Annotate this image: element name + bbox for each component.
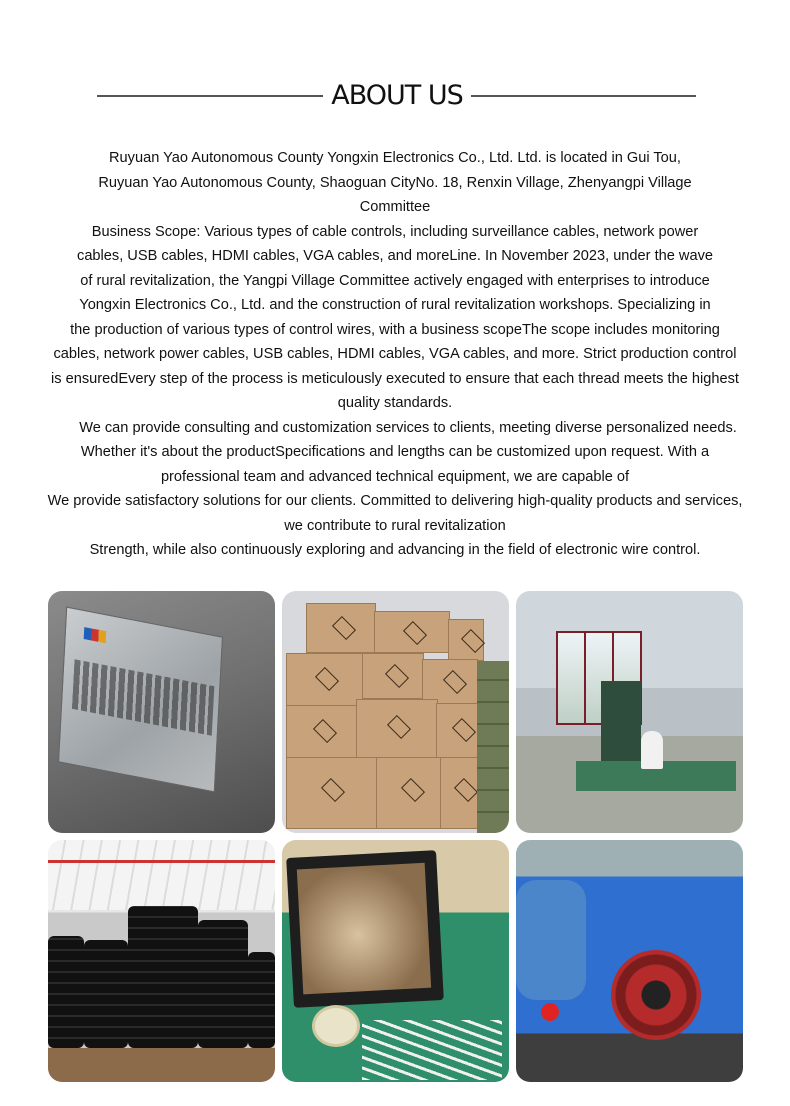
monitor-screen-image [297, 863, 431, 995]
description-line: Whether it's about the productSpecifications and lengths can be customized upon request. With a [80, 444, 710, 460]
heading-divider-right [471, 95, 696, 97]
description-line: We provide satisfactory solutions for our clients. Committed to delivering high-quality products and services, [47, 493, 743, 509]
spool-image [48, 936, 84, 1048]
description-line: cables, USB cables, HDMI cables, VGA cables, and moreLine. In November 2023, under the wave [77, 248, 713, 264]
spool-image [248, 952, 275, 1048]
photo-production-floor [516, 591, 743, 833]
red-knob-image [541, 1003, 559, 1021]
window-image [556, 631, 586, 725]
description-line: Ruyuan Yao Autonomous County Yongxin Electronics Co., Ltd. Ltd. is located in Gui Tou, [109, 150, 681, 166]
reel-image [611, 950, 701, 1040]
photo-cardboard-boxes [282, 591, 509, 833]
about-heading [0, 76, 790, 116]
description-line: Strength, while also continuously exploring and advancing in the field of electronic wire control. [89, 542, 701, 558]
description-line: professional team and advanced technical equipment, we are capable of [160, 468, 630, 485]
photo-inspection-monitor [282, 840, 509, 1082]
description-line: Committee [359, 199, 431, 215]
operator-arm-image [516, 880, 586, 1000]
description-line: of rural revitalization, the Yangpi Village Committee actively engaged with enterprises to introduce [80, 272, 710, 289]
box-image [440, 757, 480, 829]
description-line: is ensuredEvery step of the process is meticulously executed to ensure that each thread meets the highest [51, 370, 739, 387]
company-description [30, 146, 760, 563]
spool-image [128, 906, 198, 1048]
box-image [286, 653, 364, 707]
photo-winding-machine [516, 840, 743, 1082]
description-line: quality standards. [337, 395, 453, 411]
box-image [374, 611, 450, 653]
plaque-image [58, 607, 223, 793]
box-image [286, 705, 358, 759]
shelf-image [477, 661, 509, 833]
monitor-image [286, 850, 444, 1008]
photo-workshop-plaque [48, 591, 275, 833]
cables-image [362, 1020, 502, 1080]
pipe-image [48, 860, 275, 863]
box-image [376, 757, 442, 829]
plaque-logo [84, 627, 107, 643]
plaque-engraving [72, 659, 214, 736]
heading-divider-left [97, 95, 323, 97]
box-image [286, 757, 378, 829]
description-line: we contribute to rural revitalization [284, 517, 506, 534]
description-line: Business Scope: Various types of cable controls, including surveillance cables, network power [91, 223, 699, 240]
description-line: Yongxin Electronics Co., Ltd. and the construction of rural revitalization workshops. Specializing in [79, 297, 711, 313]
box-image [362, 653, 424, 699]
pallet-image [48, 1048, 275, 1082]
description-line: Ruyuan Yao Autonomous County, Shaoguan CityNo. 18, Renxin Village, Zhenyangpi Village [98, 174, 692, 191]
box-image [306, 603, 376, 653]
tape-roll-image [312, 1005, 360, 1047]
spool-image [84, 940, 128, 1048]
box-image [436, 703, 480, 759]
box-image [356, 699, 438, 759]
page-title: ABOUT US [331, 80, 463, 111]
spool-image [198, 920, 248, 1048]
worker-image [641, 731, 663, 769]
photo-cable-spools [48, 840, 275, 1082]
box-image [448, 619, 484, 661]
ceiling-image [48, 840, 275, 910]
description-line: We can provide consulting and customization services to clients, meeting diverse personalized needs. [79, 419, 737, 436]
description-line: the production of various types of control wires, with a business scopeThe scope includes monitoring [70, 321, 720, 338]
description-line: cables, network power cables, USB cables, HDMI cables, VGA cables, and more. Strict production control [53, 346, 737, 362]
